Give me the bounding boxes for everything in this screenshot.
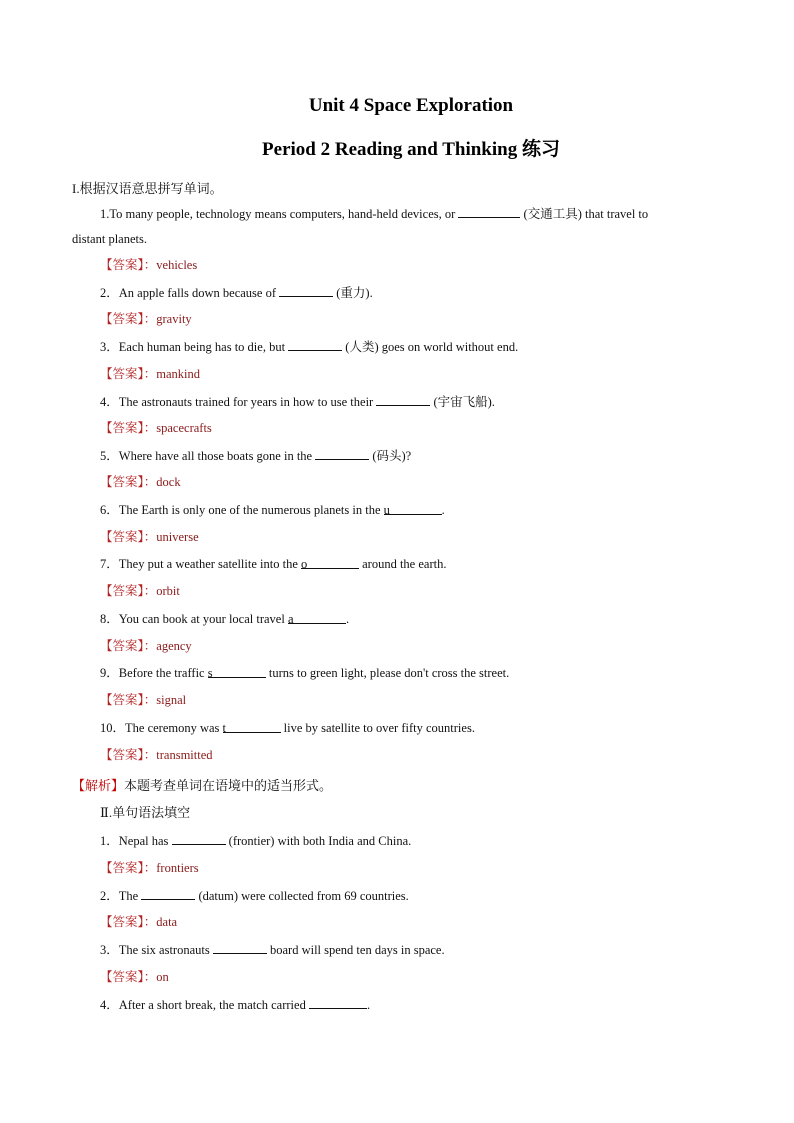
answer-blank: s: [208, 666, 266, 678]
answer-9: 【答案】：signal: [100, 693, 187, 707]
answer-2: 【答案】：gravity: [100, 312, 192, 326]
answer-blank: [376, 394, 430, 406]
answer-blank: [309, 997, 367, 1009]
question-10: 10．The ceremony was t live by satellite to over fifty countries.: [100, 721, 475, 735]
question-8: 8．You can book at your local travel a .: [100, 612, 350, 626]
question-6: 6．The Earth is only one of the numerous planets in the u .: [100, 503, 445, 517]
answer-blank: a: [288, 612, 346, 624]
question-2: 2．An apple falls down because of (重力).: [100, 286, 373, 300]
answer-6: 【答案】：universe: [100, 530, 199, 544]
question-3: 3．Each human being has to die, but (人类) goes on world without end.: [100, 340, 519, 354]
answer-blank: o: [301, 557, 359, 569]
answer-7: 【答案】：orbit: [100, 584, 180, 598]
grammar-question-2: 2．The (datum) were collected from 69 countries.: [100, 889, 409, 903]
analysis-note: 【解析】本题考查单词在语境中的适当形式。: [72, 778, 333, 793]
question-1: 1.To many people, technology means computers, hand-held devices, or (交通工具) that travel to: [100, 207, 649, 221]
answer-8: 【答案】：agency: [100, 639, 192, 653]
answer-blank: [141, 888, 195, 900]
answer-blank: [279, 285, 333, 297]
grammar-answer-1: 【答案】：frontiers: [100, 861, 199, 875]
answer-10: 【答案】：transmitted: [100, 748, 213, 762]
answer-5: 【答案】：dock: [100, 475, 181, 489]
answer-4: 【答案】：spacecrafts: [100, 421, 212, 435]
answer-blank: t: [223, 721, 281, 733]
grammar-answer-3: 【答案】：on: [100, 970, 169, 984]
section-heading-1: I.根据汉语意思拼写单词。: [72, 181, 223, 196]
answer-blank: u: [384, 503, 442, 515]
question-1-continuation: distant planets.: [72, 232, 147, 246]
answer-blank: [315, 448, 369, 460]
grammar-question-4: 4．After a short break, the match carried .: [100, 998, 371, 1012]
answer-blank: [458, 206, 520, 218]
grammar-question-3: 3．The six astronauts board will spend ten days in space.: [100, 943, 445, 957]
page-title: Unit 4 Space Exploration: [308, 95, 514, 116]
answer-3: 【答案】：mankind: [100, 367, 201, 381]
grammar-answer-2: 【答案】：data: [100, 915, 178, 929]
question-4: 4．The astronauts trained for years in how to use their (宇宙飞船).: [100, 395, 495, 409]
question-5: 5．Where have all those boats gone in the (码头)?: [100, 449, 412, 463]
question-9: 9．Before the traffic s turns to green light, please don't cross the street.: [100, 666, 510, 680]
answer-blank: [213, 942, 267, 954]
grammar-question-1: 1．Nepal has (frontier) with both India and China.: [100, 834, 412, 848]
answer-blank: [288, 339, 342, 351]
answer-blank: [172, 833, 226, 845]
answer-1: 【答案】：vehicles: [100, 258, 198, 272]
question-7: 7．They put a weather satellite into the o around the earth.: [100, 557, 447, 571]
page-subtitle: Period 2 Reading and Thinking 练习: [262, 139, 560, 160]
section-heading-2: Ⅱ.单句语法填空: [100, 805, 191, 820]
